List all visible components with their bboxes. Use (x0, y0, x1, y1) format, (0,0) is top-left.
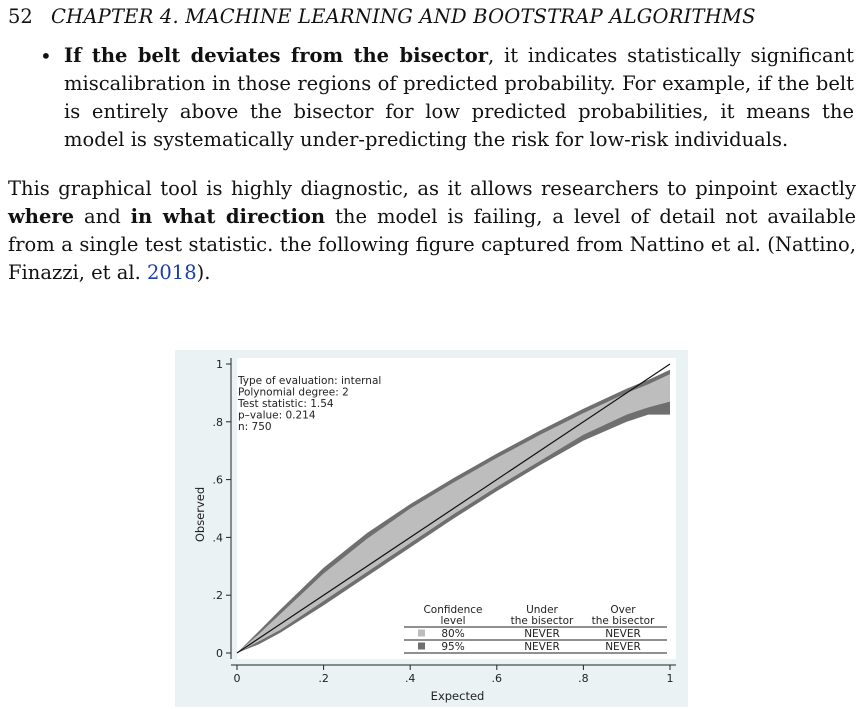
x-tick-label: .4 (404, 672, 416, 685)
stats-line: Test statistic: 1.54 (238, 398, 334, 410)
legend-swatch (418, 643, 425, 650)
para-bold-where: where (8, 205, 75, 228)
x-axis-label: Expected (430, 689, 485, 703)
legend-header: the bisector (510, 615, 574, 627)
calibration-belt-chart (175, 350, 688, 707)
y-tick-label: .6 (212, 473, 223, 487)
legend-header: level (440, 615, 466, 627)
legend-header: the bisector (591, 615, 655, 627)
page-number: 52 (8, 5, 33, 28)
legend-over: NEVER (605, 641, 641, 653)
y-axis-label: Observed (193, 486, 207, 543)
para-part-1: This graphical tool is highly diagnostic, as it allows researchers to pinpoint exactly (8, 177, 856, 200)
chapter-title: CHAPTER 4. MACHINE LEARNING AND BOOTSTRAP ALGORITHMS (51, 5, 756, 28)
y-tick-label: 1 (216, 358, 223, 371)
legend-header: Over (610, 604, 636, 616)
bullet-body: , it indicates statistically significant miscalibration in those regions of predicted probability. For example, if the belt is entirely above the bisector for low predicted probabilities, it means the model is systematically under-predicting the risk for low-risk individuals. (64, 44, 854, 151)
bullet-marker: • (40, 44, 52, 68)
y-tick-label: 0 (216, 647, 223, 660)
x-tick-label: .6 (491, 672, 503, 685)
legend-swatch (418, 630, 425, 637)
y-tick-label: .2 (212, 589, 223, 603)
para-bold-direction: in what direction (130, 205, 326, 228)
page-header (8, 5, 756, 28)
legend-level: 80% (441, 628, 465, 640)
citation-link[interactable]: 2018 (146, 261, 197, 284)
legend-under: NEVER (524, 628, 560, 640)
para-part-4: ). (196, 261, 211, 284)
para-part-2: and (74, 205, 131, 228)
legend-header: Under (526, 604, 558, 616)
stats-line: n: 750 (238, 421, 272, 433)
x-tick-label: .2 (318, 672, 329, 685)
legend-under: NEVER (524, 641, 560, 653)
legend-header: Confidence (423, 604, 483, 616)
legend-over: NEVER (605, 628, 641, 640)
bullet-text (64, 42, 854, 154)
bullet-bold-lead: If the belt deviates from the bisector (64, 44, 489, 67)
x-tick-label: 0 (233, 672, 241, 685)
stats-line: Type of evaluation: internal (238, 375, 382, 387)
y-tick-label: .8 (212, 415, 223, 429)
stats-line: Polynomial degree: 2 (238, 386, 349, 399)
x-tick-label: 1 (666, 672, 674, 685)
stats-line: p–value: 0.214 (238, 409, 316, 422)
calibration-belt-figure (175, 350, 688, 707)
body-paragraph (8, 175, 856, 287)
para-part-3: the model is failing, a level of detail not available from a single test statistic. the following figure captured from Nattino et al. (Nattino, Finazzi, et al. (8, 205, 856, 284)
legend-level: 95% (441, 641, 465, 653)
y-tick-label: .4 (212, 531, 223, 545)
x-tick-label: .8 (578, 672, 589, 685)
